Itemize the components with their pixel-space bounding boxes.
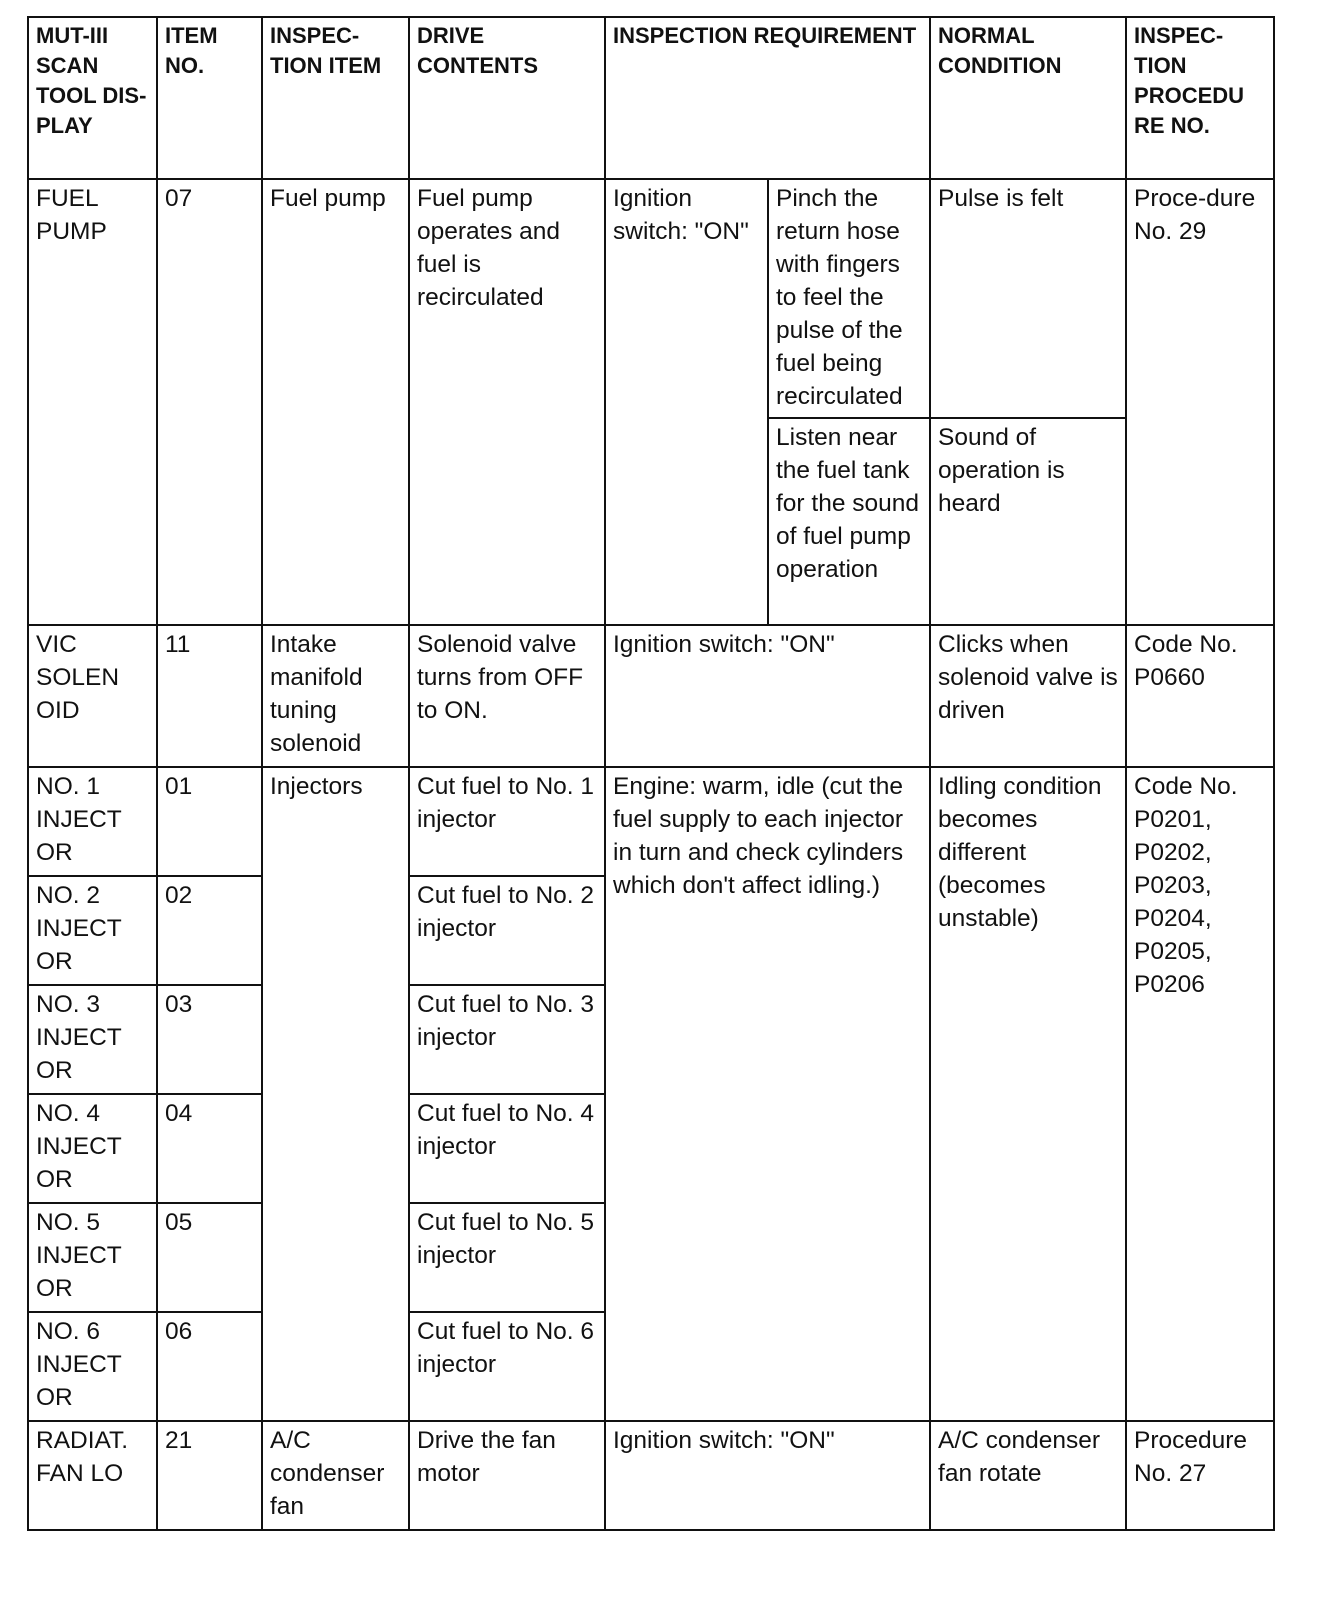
- cell-display: NO. 3 INJECT OR: [28, 985, 157, 1094]
- cell-display: NO. 4 INJECT OR: [28, 1094, 157, 1203]
- cell-normal-condition-2: Sound of operation is heard: [930, 418, 1126, 625]
- cell-display: NO. 2 INJECT OR: [28, 876, 157, 985]
- cell-drive-contents: Cut fuel to No. 5 injector: [409, 1203, 605, 1312]
- header-display: MUT-III SCAN TOOL DIS-PLAY: [28, 17, 157, 179]
- cell-normal-condition-1: Pulse is felt: [930, 179, 1126, 418]
- header-item-no: ITEM NO.: [157, 17, 262, 179]
- table-row: [28, 767, 1274, 876]
- cell-inspection-item: Intake manifold tuning solenoid: [262, 625, 409, 767]
- cell-drive-contents: Cut fuel to No. 2 injector: [409, 876, 605, 985]
- cell-drive-contents: Cut fuel to No. 1 injector: [409, 767, 605, 876]
- header-inspection-item: INSPEC-TION ITEM: [262, 17, 409, 179]
- cell-display: FUEL PUMP: [28, 179, 157, 625]
- cell-drive-contents: Cut fuel to No. 6 injector: [409, 1312, 605, 1421]
- cell-item-no: 11: [157, 625, 262, 767]
- table-row: [28, 179, 1274, 418]
- table-row: [28, 625, 1274, 767]
- cell-display: NO. 6 INJECT OR: [28, 1312, 157, 1421]
- cell-normal-condition: A/C condenser fan rotate: [930, 1421, 1126, 1530]
- cell-item-no: 05: [157, 1203, 262, 1312]
- cell-item-no: 04: [157, 1094, 262, 1203]
- cell-display: VIC SOLEN OID: [28, 625, 157, 767]
- cell-item-no: 02: [157, 876, 262, 985]
- cell-inspection-requirement: Ignition switch: "ON": [605, 625, 930, 767]
- cell-procedure-no: Code No. P0201, P0202, P0203, P0204, P0205, P0206: [1126, 767, 1274, 1421]
- cell-inspection-requirement: Engine: warm, idle (cut the fuel supply to each injector in turn and check cylinders which don't affect idling.): [605, 767, 930, 1421]
- cell-requirement-check-2: Listen near the fuel tank for the sound of fuel pump operation: [768, 418, 930, 625]
- cell-display: RADIAT. FAN LO: [28, 1421, 157, 1530]
- header-inspection-requirement: INSPECTION REQUIREMENT: [605, 17, 930, 179]
- cell-procedure-no: Procedure No. 27: [1126, 1421, 1274, 1530]
- cell-inspection-item: Fuel pump: [262, 179, 409, 625]
- cell-requirement-check-1: Pinch the return hose with fingers to feel the pulse of the fuel being recirculated: [768, 179, 930, 418]
- header-row: [28, 17, 1274, 179]
- cell-drive-contents: Cut fuel to No. 3 injector: [409, 985, 605, 1094]
- cell-normal-condition: Clicks when solenoid valve is driven: [930, 625, 1126, 767]
- cell-procedure-no: Code No. P0660: [1126, 625, 1274, 767]
- cell-item-no: 21: [157, 1421, 262, 1530]
- header-normal-condition: NORMAL CONDITION: [930, 17, 1126, 179]
- cell-item-no: 07: [157, 179, 262, 625]
- header-drive-contents: DRIVE CONTENTS: [409, 17, 605, 179]
- cell-normal-condition: Idling condition becomes different (becomes unstable): [930, 767, 1126, 1421]
- cell-drive-contents: Solenoid valve turns from OFF to ON.: [409, 625, 605, 767]
- cell-drive-contents: Fuel pump operates and fuel is recirculated: [409, 179, 605, 625]
- cell-procedure-no: Proce-dure No. 29: [1126, 179, 1274, 625]
- header-procedure-no: INSPEC-TION PROCEDU RE NO.: [1126, 17, 1274, 179]
- cell-item-no: 06: [157, 1312, 262, 1421]
- cell-display: NO. 5 INJECT OR: [28, 1203, 157, 1312]
- cell-item-no: 01: [157, 767, 262, 876]
- inspection-table: [27, 16, 1275, 1531]
- cell-drive-contents: Drive the fan motor: [409, 1421, 605, 1530]
- cell-drive-contents: Cut fuel to No. 4 injector: [409, 1094, 605, 1203]
- cell-inspection-item: A/C condenser fan: [262, 1421, 409, 1530]
- table-row: [28, 1421, 1274, 1530]
- cell-inspection-requirement: Ignition switch: "ON": [605, 1421, 930, 1530]
- cell-item-no: 03: [157, 985, 262, 1094]
- cell-display: NO. 1 INJECT OR: [28, 767, 157, 876]
- cell-inspection-item: Injectors: [262, 767, 409, 1421]
- cell-requirement-condition: Ignition switch: "ON": [605, 179, 768, 625]
